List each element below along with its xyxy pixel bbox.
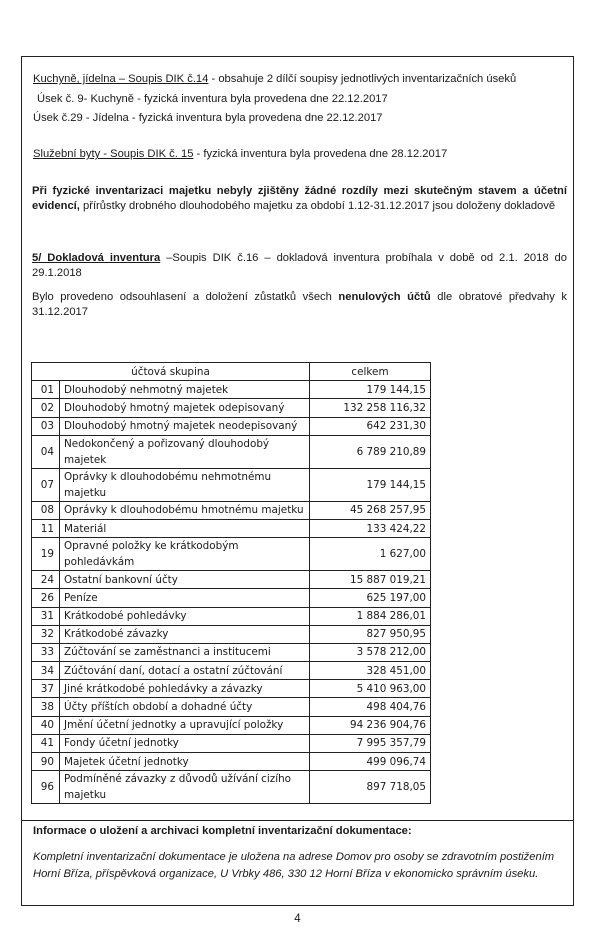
soupis-14-text: - obsahuje 2 dílčí soupisy jednotlivých inventarizačních úseků <box>208 73 517 85</box>
account-number: 96 <box>32 771 60 804</box>
account-number: 32 <box>32 625 60 643</box>
table-row <box>32 662 431 680</box>
account-name: Zúčtování daní, dotací a ostatní zúčtování <box>60 662 310 680</box>
account-total: 642 231,30 <box>310 417 431 435</box>
account-total: 827 950,95 <box>310 625 431 643</box>
account-total: 328 451,00 <box>310 662 431 680</box>
account-number: 01 <box>32 381 60 399</box>
dokladova-inventura-text: –Soupis DIK č.16 – dokladová inventura probíhala v době od 2.1. 2018 do 29.1.2018 <box>32 252 568 279</box>
paragraph-fyzicka-inventarizace <box>32 184 567 214</box>
account-name: Majetek účetní jednotky <box>60 753 310 771</box>
table-row <box>32 734 431 752</box>
odsouhlaseni-text-b: dle obratové předvahy k 31.12.2017 <box>32 291 567 318</box>
paragraph-usek-9: Úsek č. 9- Kuchyně - fyzická inventura byla provedena dne 22.12.2017 <box>37 93 388 105</box>
table-row <box>32 571 431 589</box>
paragraph-sluzebni-byty <box>33 147 447 161</box>
account-name: Oprávky k dlouhodobému hmotnému majetku <box>60 501 310 519</box>
paragraph-usek-29: Úsek č.29 - Jídelna - fyzická inventura byla provedena dne 22.12.2017 <box>33 112 383 124</box>
account-number: 11 <box>32 519 60 537</box>
account-name: Krátkodobé závazky <box>60 625 310 643</box>
info-text: Kompletní inventarizační dokumentace je uložena na adrese Domov pro osoby se zdravotním postižením Horní Bříza, příspěvková organizace, U Vrbky 486, 330 12 Horní Bříza v ekonomicko správním úseku. <box>33 851 555 880</box>
soupis-14-title: Kuchyně, jídelna – Soupis DIK č.14 <box>33 73 209 85</box>
account-name: Opravné položky ke krátkodobým pohledávkám <box>60 538 310 571</box>
account-name: Dlouhodobý hmotný majetek odepisovaný <box>60 399 310 417</box>
account-number: 08 <box>32 501 60 519</box>
table-row <box>32 435 431 468</box>
inventory-statement-text: přírůstky drobného dlouhodobého majetku za období 1.12-31.12.2017 jsou doloženy dokladově <box>79 200 556 212</box>
account-total: 179 144,15 <box>310 468 431 501</box>
page-number: 4 <box>294 913 301 925</box>
soupis-15-title: Služební byty - Soupis DIK č. 15 <box>33 148 194 160</box>
odsouhlaseni-text-a: Bylo provedeno odsouhlasení a doložení zůstatků všech <box>32 291 339 303</box>
account-name: Peníze <box>60 589 310 607</box>
table-row <box>32 501 431 519</box>
account-name: Ostatní bankovní účty <box>60 571 310 589</box>
table-row <box>32 625 431 643</box>
table-header-row <box>32 363 431 381</box>
account-total: 179 144,15 <box>310 381 431 399</box>
account-name: Materiál <box>60 519 310 537</box>
paragraph-odsouhlaseni <box>32 290 567 320</box>
account-name: Krátkodobé pohledávky <box>60 607 310 625</box>
accounts-table <box>31 362 431 804</box>
account-name: Účty příštích období a dohadné účty <box>60 698 310 716</box>
account-total: 6 789 210,89 <box>310 435 431 468</box>
table-row <box>32 771 431 804</box>
table-row <box>32 538 431 571</box>
account-total: 499 096,74 <box>310 753 431 771</box>
header-account-group: účtová skupina <box>32 363 310 381</box>
account-total: 45 268 257,95 <box>310 501 431 519</box>
table-row <box>32 698 431 716</box>
account-total: 1 627,00 <box>310 538 431 571</box>
account-number: 40 <box>32 716 60 734</box>
paragraph-kuchyne <box>33 72 516 86</box>
table-row <box>32 468 431 501</box>
account-number: 26 <box>32 589 60 607</box>
account-name: Nedokončený a pořizovaný dlouhodobý majetek <box>60 435 310 468</box>
table-row <box>32 643 431 661</box>
account-number: 41 <box>32 734 60 752</box>
table-row <box>32 399 431 417</box>
account-total: 498 404,76 <box>310 698 431 716</box>
account-number: 04 <box>32 435 60 468</box>
account-total: 5 410 963,00 <box>310 680 431 698</box>
table-row <box>32 680 431 698</box>
account-number: 24 <box>32 571 60 589</box>
table-row <box>32 753 431 771</box>
account-total: 133 424,22 <box>310 519 431 537</box>
account-name: Jiné krátkodobé pohledávky a závazky <box>60 680 310 698</box>
account-total: 94 236 904,76 <box>310 716 431 734</box>
soupis-15-text: - fyzická inventura byla provedena dne 28.12.2017 <box>193 148 448 160</box>
account-number: 38 <box>32 698 60 716</box>
paragraph-dokladova-inventura <box>32 251 567 281</box>
account-number: 03 <box>32 417 60 435</box>
account-number: 33 <box>32 643 60 661</box>
account-number: 37 <box>32 680 60 698</box>
account-total: 7 995 357,79 <box>310 734 431 752</box>
table-row <box>32 716 431 734</box>
account-name: Dlouhodobý nehmotný majetek <box>60 381 310 399</box>
odsouhlaseni-bold: nenulových účtů <box>338 291 431 303</box>
account-name: Jmění účetní jednotky a upravující položky <box>60 716 310 734</box>
account-name: Dlouhodobý hmotný majetek neodepisovaný <box>60 417 310 435</box>
account-number: 02 <box>32 399 60 417</box>
info-title: Informace o uložení a archivaci kompletní inventarizační dokumentace: <box>33 825 412 837</box>
account-total: 15 887 019,21 <box>310 571 431 589</box>
account-name: Oprávky k dlouhodobému nehmotnému majetku <box>60 468 310 501</box>
account-total: 132 258 116,32 <box>310 399 431 417</box>
table-row <box>32 519 431 537</box>
account-number: 07 <box>32 468 60 501</box>
account-number: 31 <box>32 607 60 625</box>
account-name: Podmíněné závazky z důvodů užívání cizího majetku <box>60 771 310 804</box>
header-total: celkem <box>310 363 431 381</box>
inventory-statement-bold: Při fyzické inventarizaci majetku nebyly zjištěny žádné rozdíly mezi skutečným stavem a účetní evidencí, <box>32 185 567 212</box>
dokladova-inventura-title: 5/ Dokladová inventura <box>32 252 161 264</box>
account-total: 625 197,00 <box>310 589 431 607</box>
account-number: 34 <box>32 662 60 680</box>
account-number: 19 <box>32 538 60 571</box>
account-total: 3 578 212,00 <box>310 643 431 661</box>
account-total: 897 718,05 <box>310 771 431 804</box>
table-row <box>32 381 431 399</box>
account-total: 1 884 286,01 <box>310 607 431 625</box>
account-number: 90 <box>32 753 60 771</box>
table-row <box>32 607 431 625</box>
table-row <box>32 417 431 435</box>
table-row <box>32 589 431 607</box>
account-name: Zúčtování se zaměstnanci a institucemi <box>60 643 310 661</box>
account-name: Fondy účetní jednotky <box>60 734 310 752</box>
